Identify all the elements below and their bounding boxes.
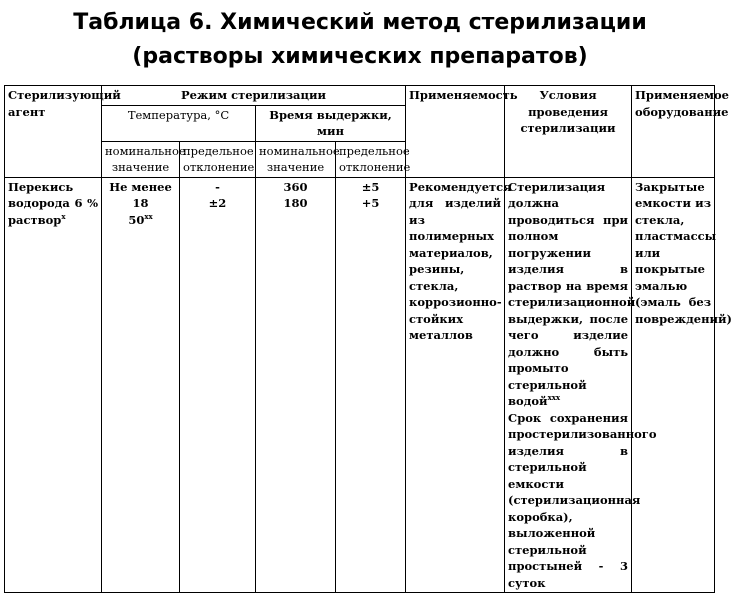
cell-agent: Перекись водорода 6 % раствор$^х$ — [5, 177, 102, 593]
header-usage: Применяемость — [406, 86, 505, 178]
sterilization-table — [4, 85, 732, 593]
cell-equipment: Закрытые емкости из стекла, пластмассы или покрытые эмалью (эмаль без повреждений) — [632, 177, 715, 593]
header-temp-deviation: предельное отклонение — [180, 141, 256, 177]
cell-temp-deviation — [180, 177, 256, 593]
header-mode: Режим стерилизации — [102, 86, 406, 106]
title-line-2: (растворы химических препаратов) — [132, 44, 588, 69]
temp-footnote-mark: хх — [144, 211, 153, 221]
header-time: Время выдержки, мин — [256, 105, 406, 141]
header-temp-nominal: номинальное значение — [102, 141, 180, 177]
table-row — [5, 177, 715, 593]
time-deviation-1: ±5 — [361, 179, 380, 194]
cell-conditions — [505, 177, 657, 593]
cell-usage: Рекомендуется для изделий из полимерных материалов, резины, стекла, коррозионно-стойких металлов — [406, 177, 505, 593]
conditions-text-1: Стерилизация должна проводиться при полном погружении изделия в раствор на время стерилизационной выдержки, после чего изделие должно быть промыто стерильной водой$^{ххх}$ — [508, 179, 636, 408]
header-agent: Стерилизующий агент — [5, 86, 102, 178]
temp-deviation-2: ±2 — [208, 196, 227, 210]
header-time-deviation: предельное отклонение — [336, 141, 406, 177]
cell-time-nominal — [256, 177, 336, 593]
conditions-text-2: Срок сохранения простерилизованного изделия в стерильной емкости (стерилизационная коробка), выложенной стерильной простыней - 3 суток — [508, 410, 657, 590]
time-nominal-1: 360 — [283, 179, 308, 194]
cell-temp-nominal — [102, 177, 180, 593]
agent-footnote-mark: х — [61, 211, 66, 221]
header-temperature: Температура, °С — [102, 105, 256, 141]
time-deviation-2: +5 — [361, 196, 380, 210]
header-conditions: Условия проведения стерилизации — [505, 86, 632, 178]
time-nominal-2: 180 — [283, 196, 308, 210]
temp-nominal-1: Не менее 18 — [109, 179, 172, 210]
title-line-1: Таблица 6. Химический метод стерилизации — [73, 10, 647, 35]
temp-nominal-2: $50^{хх}$ — [128, 211, 153, 227]
temp-deviation-1: - — [215, 179, 220, 194]
cell-time-deviation — [336, 177, 406, 593]
page-title — [20, 6, 700, 74]
conditions-footnote-mark: ххх — [547, 393, 561, 403]
header-time-nominal: номинальное значение — [256, 141, 336, 177]
header-equipment: Применяемое оборудование — [632, 86, 715, 178]
